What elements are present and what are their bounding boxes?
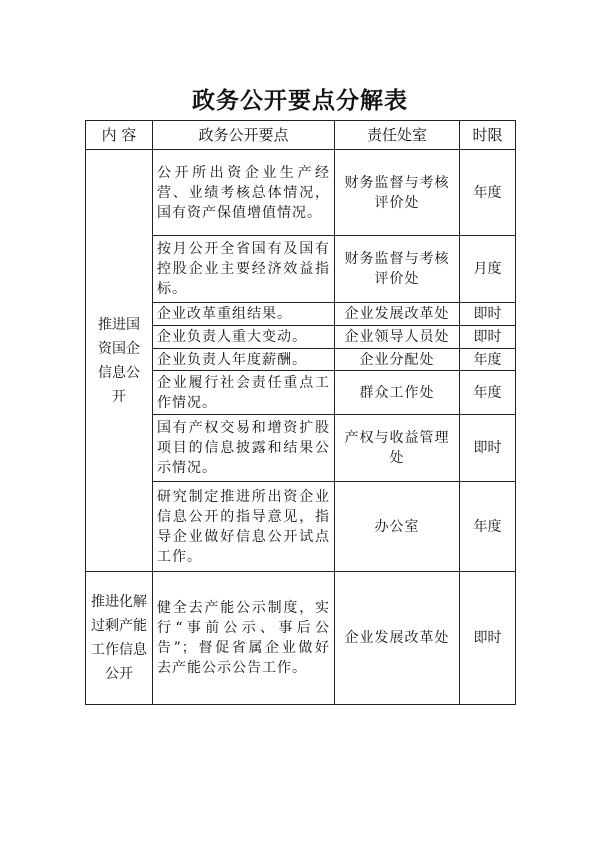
time-cell: 月度 bbox=[460, 236, 516, 303]
dept-cell: 企业发展改革处 bbox=[335, 303, 460, 326]
dept-cell: 财务监督与考核评价处 bbox=[335, 236, 460, 303]
time-cell: 即时 bbox=[460, 303, 516, 326]
table-row bbox=[86, 150, 516, 236]
category-label: 推进国资国企信息公开 bbox=[98, 316, 140, 405]
dept-cell: 群众工作处 bbox=[335, 371, 460, 415]
disclosure-table bbox=[85, 120, 516, 705]
time-cell: 年度 bbox=[460, 349, 516, 371]
dept-cell: 产权与收益管理处 bbox=[335, 415, 460, 482]
header-row bbox=[86, 121, 516, 150]
time-cell: 即时 bbox=[460, 326, 516, 349]
table-row bbox=[86, 572, 516, 705]
dept-cell: 办公室 bbox=[335, 482, 460, 572]
item-cell: 公开所出资企业生产经营、业绩考核总体情况，国有资产保值增值情况。 bbox=[153, 150, 335, 236]
header-key-points: 政务公开要点 bbox=[153, 121, 335, 150]
header-content: 内 容 bbox=[86, 121, 153, 150]
item-cell: 企业负责人年度薪酬。 bbox=[153, 349, 335, 371]
item-cell: 按月公开全省国有及国有控股企业主要经济效益指标。 bbox=[153, 236, 335, 303]
category-cell bbox=[86, 572, 153, 705]
header-time-limit: 时限 bbox=[460, 121, 516, 150]
time-cell: 即时 bbox=[460, 572, 516, 705]
category-cell bbox=[86, 150, 153, 572]
item-cell: 国有产权交易和增资扩股项目的信息披露和结果公示情况。 bbox=[153, 415, 335, 482]
item-cell: 企业改革重组结果。 bbox=[153, 303, 335, 326]
dept-cell: 财务监督与考核评价处 bbox=[335, 150, 460, 236]
item-cell: 企业负责人重大变动。 bbox=[153, 326, 335, 349]
header-department: 责任处室 bbox=[335, 121, 460, 150]
time-cell: 年度 bbox=[460, 371, 516, 415]
item-cell: 研究制定推进所出资企业信息公开的指导意见，指导企业做好信息公开试点工作。 bbox=[153, 482, 335, 572]
dept-cell: 企业领导人员处 bbox=[335, 326, 460, 349]
time-cell: 即时 bbox=[460, 415, 516, 482]
document-title: 政务公开要点分解表 bbox=[192, 87, 408, 114]
dept-cell: 企业分配处 bbox=[335, 349, 460, 371]
time-cell: 年度 bbox=[460, 150, 516, 236]
dept-cell: 企业发展改革处 bbox=[335, 572, 460, 705]
time-cell: 年度 bbox=[460, 482, 516, 572]
item-cell: 企业履行社会责任重点工作情况。 bbox=[153, 371, 335, 415]
category-label: 推进化解过剩产能工作信息公开 bbox=[91, 594, 147, 682]
item-cell: 健全去产能公示制度，实行“事前公示、事后公告”；督促省属企业做好去产能公示公告工作。 bbox=[153, 572, 335, 705]
